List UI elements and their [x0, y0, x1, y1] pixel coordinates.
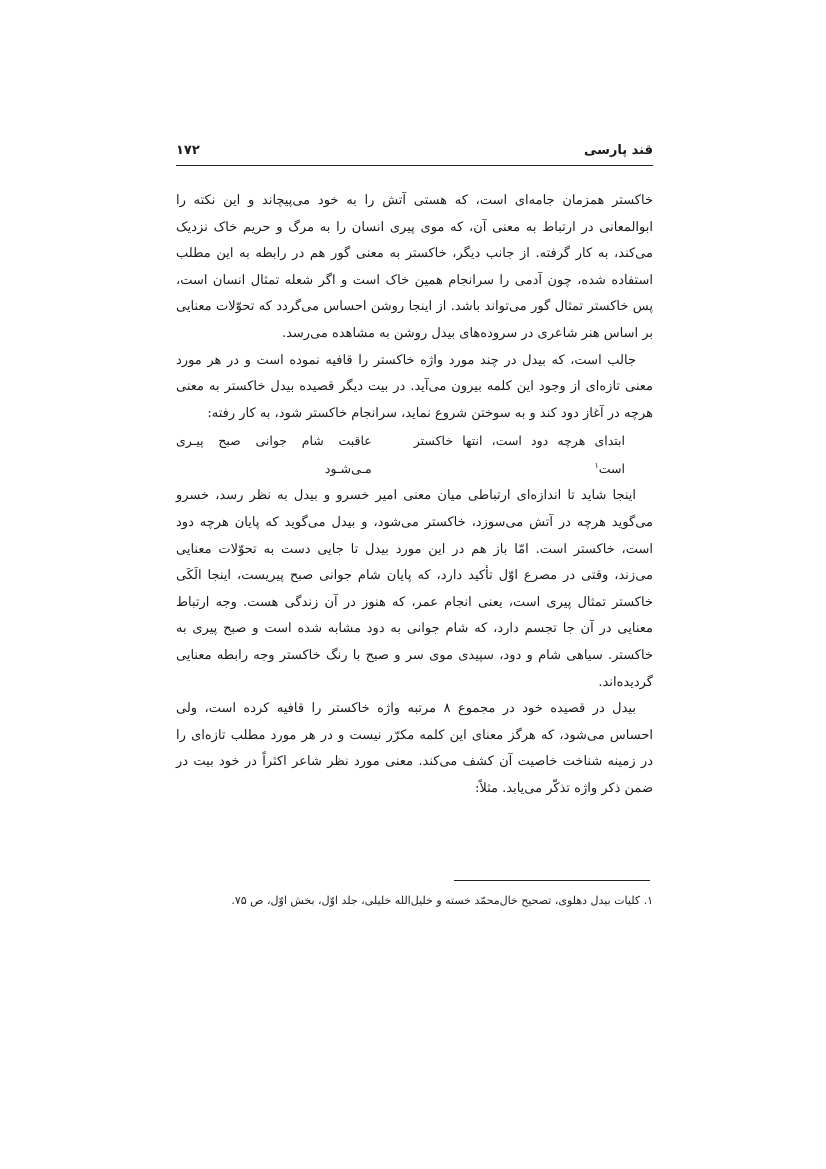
- page-number: ۱۷۲: [176, 143, 200, 158]
- paragraph: بیدل در قصیده خود در مجموع ۸ مرتبه واژه خاکستر را قافیه کرده است، ولی احساس می‌شود، که هرگز معنای این کلمه مکرّر نیست و در هر مورد مطلب تازه‌ای را در زمینه شناخت خاصیت آن کشف می‌کند. معنی مورد نظر شاعر اکثراً در خود بیت در ضمن ذکر واژه تذکّر می‌یابد. مثلاً:: [176, 701, 653, 796]
- body-text: [176, 188, 653, 802]
- verse-hemistich-second: عاقبت شام جوانی صبح پیـری مـی‌شـود: [176, 433, 372, 477]
- verse-hemistich-first: ابتدای هرچه دود است، انتها خاکستر است$^۱$: [413, 433, 625, 477]
- page-header: [176, 141, 653, 166]
- paragraph: اینجا شاید تا اندازه‌ای ارتباطی میان معنی امیر خسرو و بیدل به نظر رسد، خسرو می‌گوید هرچه در آتش می‌سوزد، خاکستر می‌شود، و بیدل می‌گوید که پایان هرچه دود است، خاکستر است. امّا باز هم در این مورد بیدل تا جایی دست به تحوّلات معنایی می‌زند، وقتی در مصرع اوّل تأکید دارد، که پایان شام جوانی صبح پیریست، اینجا الَکَی خاکستر تمثال پیری است، یعنی انجام عمر، که هنوز در آن زندگی هست. وجه ارتباط معنایی در آن جا تجسم دارد، که شام جوانی به دود مشابه شده است و صبح پیری به خاکستر. سیاهی شام و دود، سپیدی موی سر و صبح با رنگ خاکستر وجه رابطه معنایی گردیده‌اند.: [176, 488, 653, 690]
- footnote-marker: ۱: [594, 461, 599, 471]
- paragraph: خاکستر همزمان جامه‌ای است، که هستی آتش را به خود می‌پیچاند و این نکته را ابوالمعانی در ارتباط به معنی آن، که موی پیری انسان را به مرگ و حریم خاک نزدیک می‌کند، به کار گرفته. از جانب دیگر، خاکستر به معنی گور هم در رابطه به این مطلب استفاده شده، چون آدمی را سرانجام همین خاک است و اگر شعله تمثال انسان است، پس خاکستر تمثال گور می‌تواند باشد. از اینجا روشن احساس می‌گردد که تحوّلات معنایی بر اساس هنر شاعری در سروده‌های بیدل روشن به مشاهده می‌رسد.: [176, 193, 653, 341]
- footnote-divider: [454, 880, 650, 881]
- footnote: ۱. کلیات بیدل دهلوی، تصحیح خال‌محمّد خسته و خلیل‌الله خلیلی، جلد اوّل، بخش اوّل، ص ۷۵.: [231, 894, 653, 907]
- running-title: قند پارسی: [583, 143, 653, 158]
- verse-line: [176, 427, 653, 483]
- paragraph: جالب است، که بیدل در چند مورد واژه خاکستر را قافیه نموده است و در هر مورد معنی تازه‌ای از وجود این کلمه بیرون می‌آید. در بیت دیگر قصیده بیدل خاکستر به معنی هرچه در آغاز دود کند و به سوختن شروع نماید، سرانجام خاکستر شود، به کار رفته:: [176, 352, 653, 421]
